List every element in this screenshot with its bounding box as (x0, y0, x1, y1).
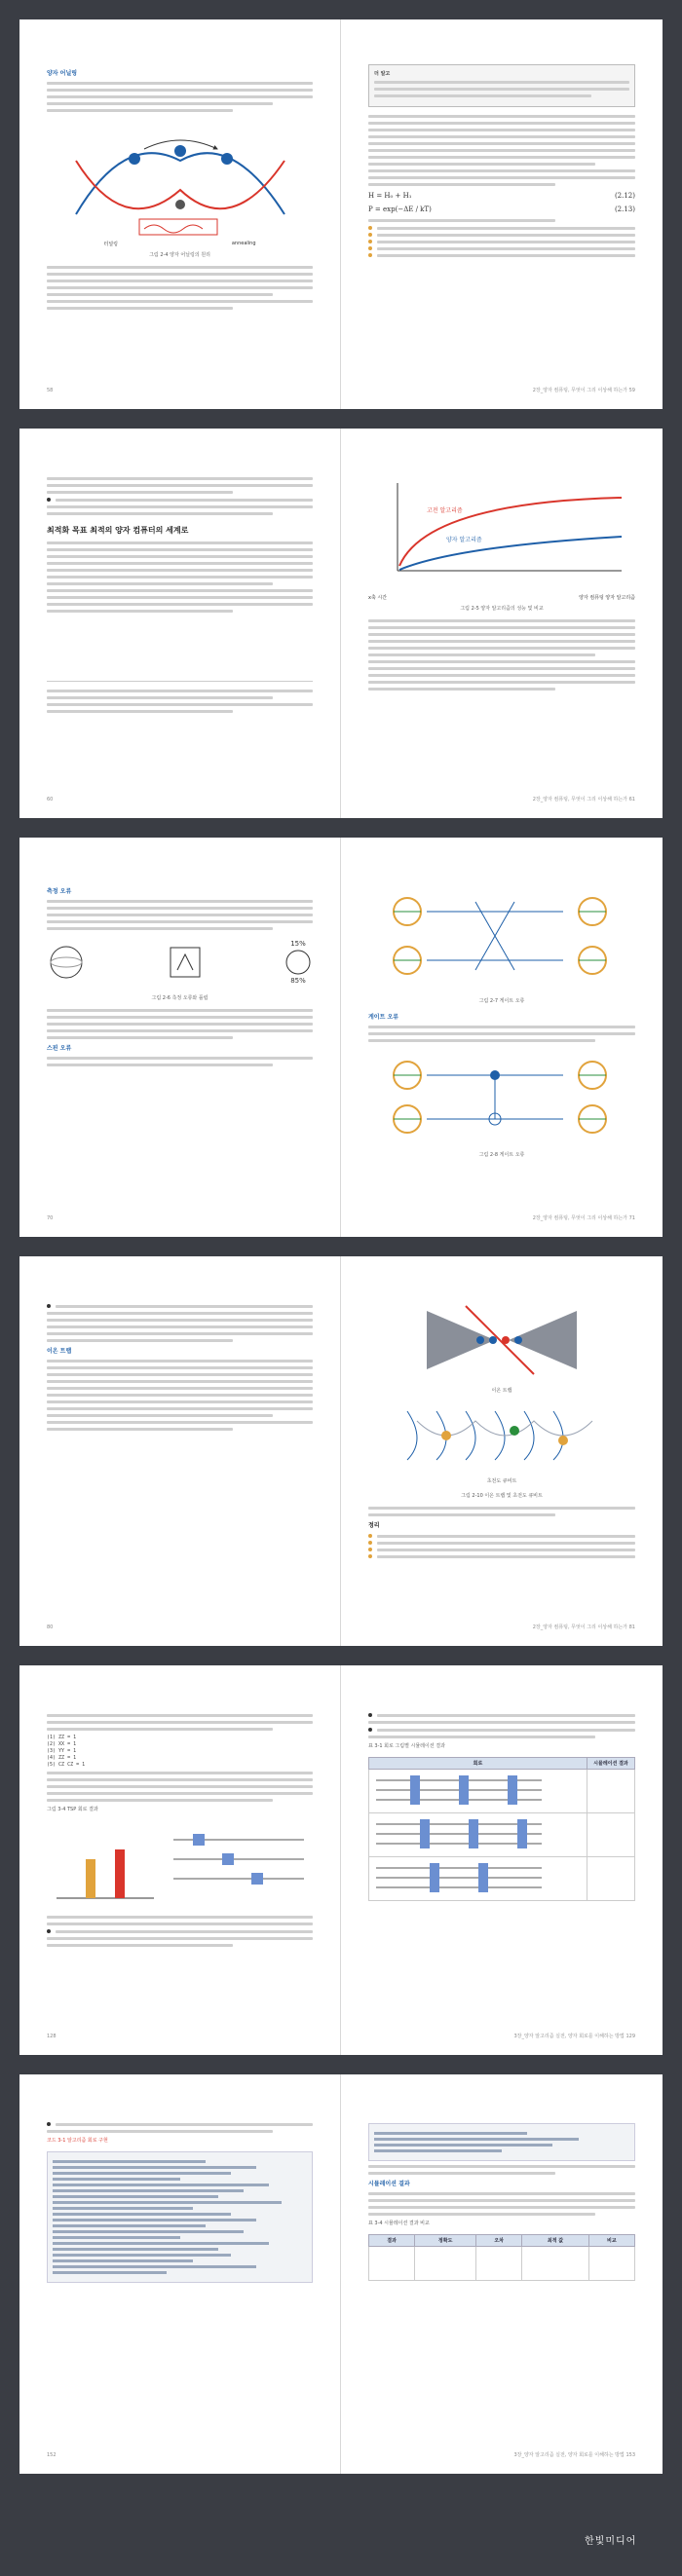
table-caption: 표 3-4 시뮬레이션 결과 비교 (368, 2221, 430, 2226)
axis-label: x축 시간 (368, 595, 388, 601)
page-footer: 2장_양자 컴퓨팅, 무엇이 그리 이상해 하는가 59 (532, 388, 635, 393)
figure-caption: 그림 2-5 양자 알고리즘의 성능 및 비교 (460, 606, 544, 612)
spread-1 (19, 19, 663, 409)
superconducting-figure (368, 1401, 635, 1470)
page-footer: 3장_양자 알고리즘 실전, 양자 회로를 이해하는 방법 129 (513, 2034, 635, 2039)
label-tunneling: 터널링 (103, 242, 118, 247)
equation-2: P = exp(−ΔE / kT) (2.13) (368, 205, 635, 213)
circuit-table: 회로 시뮬레이션 결과 (368, 1757, 635, 1901)
gate-error-figure-1 (368, 882, 635, 989)
code-block-cont (368, 2123, 635, 2161)
page-60 (19, 429, 341, 818)
figure-caption: 그림 3-4 TSP 회로 결과 (47, 1807, 98, 1812)
spread-5 (19, 1665, 663, 2055)
page-70 (19, 838, 341, 1237)
section-heading: 이온 트랩 (47, 1348, 72, 1355)
publisher-logo: 한빛미디어 (585, 2536, 637, 2547)
gate-error-figure-2 (368, 1046, 635, 1143)
annealing-figure (47, 122, 314, 239)
spread-6 (19, 2074, 663, 2474)
ion-trap-label: 이온 트랩 (491, 1388, 512, 1394)
algorithm-performance-chart (368, 473, 635, 590)
equation-1: H = H₀ + H₁ (2.12) (368, 192, 635, 200)
circuit-results-figure (47, 1820, 314, 1908)
page-footer: 2장_양자 컴퓨팅, 무엇이 그리 이상해 하는가 81 (532, 1624, 635, 1630)
sphere-icon (47, 943, 86, 982)
heading-measurement: 측정 오류 (47, 888, 72, 895)
constraint-list: (1) ZZ = 1 (2) XX = 1 (3) YY = 1 (4) ZZ = 1 (5) CZ CZ = 1 (47, 1735, 86, 1768)
page-number: 60 (47, 797, 54, 803)
series-label: 양자 컴퓨팅 양자 알고리즘 (579, 595, 635, 601)
page-footer: 2장_양자 컴퓨팅, 무엇이 그리 이상해 하는가 61 (532, 797, 635, 803)
page-number: 80 (47, 1624, 54, 1630)
code-block (47, 2151, 313, 2283)
spread-4 (19, 1256, 663, 1646)
page-number: 58 (47, 388, 54, 393)
code-caption: 코드 3-1 알고리즘 회로 구현 (47, 2138, 108, 2144)
heading-spin: 스핀 오류 (47, 1045, 72, 1052)
heading-gate: 게이트 오류 (368, 1014, 399, 1021)
section-heading: 최적화 목표 최적의 양자 컴퓨터의 세계로 (47, 526, 189, 535)
figure-caption: 그림 2-10 이온 트랩 및 초전도 큐비트 (461, 1493, 543, 1499)
ion-trap-figure (368, 1301, 635, 1379)
page-footer: 2장_양자 컴퓨팅, 무엇이 그리 이상해 하는가 71 (532, 1215, 635, 1221)
page-128 (19, 1665, 341, 2055)
label-annealing: annealing (231, 241, 256, 246)
percent-85: 85% (290, 977, 306, 985)
page-number: 128 (47, 2034, 57, 2039)
page-71 (341, 838, 663, 1237)
superconducting-label: 초전도 큐비트 (486, 1478, 517, 1484)
page-59 (341, 19, 663, 409)
figure-caption: 그림 2-6 측정 오류와 플립 (151, 995, 208, 1001)
page-61 (341, 429, 663, 818)
section-heading: 시뮬레이션 결과 (368, 2181, 410, 2187)
figure-caption-1: 그림 2-7 게이트 오류 (478, 998, 525, 1004)
page-153 (341, 2074, 663, 2474)
figure-caption: 그림 2-4 양자 어닐링의 원리 (149, 252, 210, 258)
svg-text:고전 알고리즘: 고전 알고리즘 (427, 507, 463, 514)
page-80 (19, 1256, 341, 1646)
page-number: 152 (47, 2452, 57, 2458)
results-table: 결과 정확도 오차 최적 값 비교 (368, 2234, 635, 2281)
spread-2 (19, 429, 663, 818)
note-title: 더 알고 (374, 71, 391, 77)
spread-3 (19, 838, 663, 1237)
percent-15: 15% (290, 940, 306, 948)
svg-text:양자 알고리즘: 양자 알고리즘 (446, 537, 482, 543)
summary-heading: 정리 (368, 1522, 380, 1529)
sphere-icon (284, 948, 313, 977)
page-58 (19, 19, 341, 409)
page-81 (341, 1256, 663, 1646)
page-129 (341, 1665, 663, 2055)
table-caption: 표 3-1 회로 그림별 시뮬레이션 결과 (368, 1743, 445, 1749)
page-footer: 3장_양자 알고리즘 실전, 양자 회로를 이해하는 방법 153 (513, 2452, 635, 2458)
measurement-box-icon (156, 943, 214, 982)
figure-caption-2: 그림 2-8 게이트 오류 (478, 1152, 525, 1158)
page-number: 70 (47, 1215, 54, 1221)
section-heading: 양자 어닐링 (47, 70, 78, 77)
note-box (368, 64, 635, 107)
page-152 (19, 2074, 341, 2474)
